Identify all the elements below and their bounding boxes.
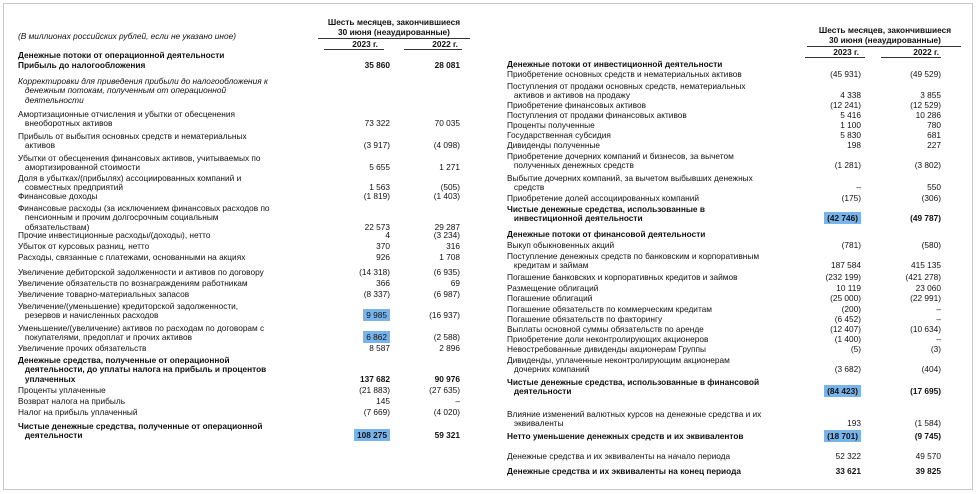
- row-label: Убыток от курсовых разниц, нетто: [18, 241, 150, 251]
- value-2023: (200): [841, 304, 861, 314]
- row-label: Поступление денежных средств по банковским и корпоративным кредитам и займам: [507, 251, 760, 271]
- value-2023: (21 883): [359, 385, 390, 395]
- row-label: Погашение облигаций: [507, 293, 593, 303]
- value-2022: 39 825: [915, 466, 941, 476]
- value-2023: [314, 431, 390, 440]
- value-2023: 52 322: [835, 451, 861, 461]
- value-2022: (12 529): [910, 100, 941, 110]
- row-label: Приобретение дочерних компаний и бизнесов, за вычетом полученных денежных средств: [507, 151, 734, 171]
- row-label: Приобретение финансовых активов: [507, 100, 647, 110]
- row-label: Прибыль от выбытия основных средств и нематериальных активов: [18, 131, 247, 151]
- row-label: Уменьшение/(увеличение) активов по расходам по договорам с покупателями, предоплат и прочих активов: [18, 323, 265, 343]
- value-2023: 22 573: [364, 221, 390, 232]
- value-2022: (9 745): [914, 431, 941, 441]
- value-2023: (1 281): [834, 160, 861, 171]
- row-label: Невостребованные дивиденды акционерам Группы: [507, 344, 706, 354]
- value-2022: –: [936, 304, 941, 314]
- value-2023: (5): [850, 344, 861, 354]
- highlight-box: 9 985: [363, 309, 390, 321]
- value-2023: 145: [376, 396, 390, 406]
- value-2023: [314, 333, 390, 342]
- row-label: Возврат налога на прибыль: [18, 396, 126, 406]
- row-label: Погашение обязательств по коммерческим кредитам: [507, 304, 712, 314]
- year-2022-header: 2022 г.: [432, 39, 458, 49]
- row-label: Проценты уплаченные: [18, 385, 106, 395]
- value-2022: 29 287: [434, 221, 460, 232]
- row-label: Денежные средства, полученные от операционной деятельности, до уплаты налога на прибыль и процентов уплаченных: [18, 355, 267, 384]
- value-2022: –: [936, 334, 941, 344]
- value-2022: (49 787): [910, 213, 941, 224]
- value-2023: 370: [376, 241, 390, 251]
- row-label: Дивиденды, уплаченные неконтролирующим акционерам дочерних компаний: [507, 355, 730, 375]
- value-2022: (4 020): [433, 407, 460, 417]
- period-header-line1: Шесть месяцев, закончившиеся: [818, 25, 952, 35]
- highlight-box: (84 423): [824, 385, 861, 397]
- value-2023: 5 416: [840, 110, 861, 120]
- operating-panel: [18, 4, 468, 484]
- value-2023: –: [856, 182, 861, 193]
- value-2022: 227: [927, 140, 941, 150]
- row-label: Увеличение товарно-материальных запасов: [18, 289, 190, 299]
- row-label: Увеличение/(уменьшение) кредиторской задолженности, резервов и начисленных расходов: [18, 301, 239, 321]
- value-2022: (27 635): [429, 385, 460, 395]
- value-2022: 550: [927, 182, 941, 193]
- year-2023-header: 2023 г.: [833, 47, 859, 57]
- value-2022: (3): [930, 344, 941, 354]
- period-header-line2: 30 июня (неаудированные): [829, 35, 941, 45]
- row-label: Приобретение доли неконтролирующих акционеров: [507, 334, 709, 344]
- row-label: Влияние изменений валютных курсов на денежные средства и их эквиваленты: [507, 409, 762, 429]
- row-label: Увеличение обязательств по вознаграждениям работникам: [18, 278, 248, 288]
- row-label: Налог на прибыль уплаченный: [18, 407, 138, 417]
- value-2023: 137 682: [360, 373, 390, 384]
- row-label: Доля в убытках/(прибылях) ассоциированных компаний и совместных предприятий: [18, 173, 242, 193]
- row-label: Нетто уменьшение денежных средств и их эквивалентов: [507, 431, 744, 441]
- value-2023: [314, 311, 390, 320]
- value-2022: (1 584): [914, 418, 941, 429]
- value-2022: (4 098): [433, 140, 460, 151]
- value-2022: (3 802): [914, 160, 941, 171]
- investing-financing-panel: [507, 4, 962, 484]
- value-2023: 73 322: [364, 118, 390, 129]
- value-2022: (17 695): [910, 386, 941, 397]
- value-2022: (10 634): [910, 324, 941, 334]
- value-2023: (25 000): [830, 293, 861, 303]
- value-2023: (45 931): [830, 69, 861, 79]
- highlight-box: 108 275: [354, 429, 390, 441]
- value-2022: –: [455, 396, 460, 406]
- cash-flow-statement: [3, 3, 973, 490]
- value-2022: 1 708: [439, 252, 460, 262]
- value-2023: (14 318): [359, 267, 390, 277]
- value-2022: 316: [446, 241, 460, 251]
- value-2023: 33 621: [835, 466, 861, 476]
- value-2023: (3 682): [834, 364, 861, 375]
- value-2022: 49 570: [915, 451, 941, 461]
- row-label: Погашение обязательств по факторингу: [507, 314, 663, 324]
- value-2022: 69: [450, 278, 460, 288]
- row-label: Выбытие дочерних компаний, за вычетом выбывших денежных средств: [507, 173, 753, 193]
- year-rule-2023: [324, 49, 384, 50]
- units-note: (В миллионах российских рублей, если не указано иное): [18, 31, 236, 41]
- row-label: Поступления от продажи финансовых активов: [507, 110, 687, 120]
- value-2022: (16 937): [429, 310, 460, 321]
- row-label: Расходы, связанные с платежами, основанными на акциях: [18, 252, 246, 262]
- value-2023: 5 655: [369, 162, 390, 173]
- value-2022: 415 135: [911, 260, 941, 271]
- row-label: Прибыль до налогообложения: [18, 60, 146, 70]
- row-label: Чистые денежные средства, полученные от операционной деятельности: [18, 421, 263, 441]
- row-label: Финансовые доходы: [18, 191, 98, 201]
- value-2023: [793, 432, 861, 441]
- row-label: Выплаты основной суммы обязательств по аренде: [507, 324, 704, 334]
- value-2023: [793, 214, 861, 223]
- year-2023-header: 2023 г.: [352, 39, 378, 49]
- highlight-box: 6 862: [363, 331, 390, 343]
- value-2023: 10 119: [836, 283, 861, 293]
- value-2022: (6 935): [433, 267, 460, 277]
- value-2022: 70 035: [434, 118, 460, 129]
- value-2023: (12 407): [830, 324, 861, 334]
- row-label: Амортизационные отчисления и убытки от обесценения внеоборотных активов: [18, 109, 236, 129]
- year-rule-2023: [805, 57, 865, 58]
- value-2022: (404): [921, 364, 941, 375]
- row-label: Денежные потоки от финансовой деятельности: [507, 229, 706, 239]
- value-2022: 10 286: [915, 110, 941, 120]
- value-2023: 193: [847, 418, 861, 429]
- row-label: Денежные потоки от операционной деятельности: [18, 50, 225, 60]
- value-2022: (2 588): [433, 332, 460, 343]
- value-2022: (22 991): [910, 293, 941, 303]
- value-2023: (8 337): [363, 289, 390, 299]
- value-2022: 3 855: [920, 90, 941, 101]
- value-2023: 1 563: [369, 182, 390, 193]
- year-2022-header: 2022 г.: [913, 47, 939, 57]
- value-2022: 2 896: [439, 343, 460, 353]
- row-label: Прочие инвестиционные расходы/(доходы), нетто: [18, 230, 211, 240]
- value-2023: (12 241): [830, 100, 861, 110]
- value-2023: (1 819): [363, 191, 390, 201]
- value-2023: (1 400): [834, 334, 861, 344]
- value-2023: 366: [376, 278, 390, 288]
- row-label: Убытки от обесценения финансовых активов, учитываемых по амортизированной стоимости: [18, 153, 261, 173]
- period-header-line1: Шесть месяцев, закончившиеся: [327, 17, 461, 27]
- highlight-box: (18 701): [824, 430, 861, 442]
- row-label: Проценты полученные: [507, 120, 595, 130]
- year-rule-2022: [881, 57, 941, 58]
- value-2022: (49 529): [910, 69, 941, 79]
- value-2023: 5 830: [840, 130, 861, 140]
- value-2022: 681: [927, 130, 941, 140]
- row-label: Приобретение долей ассоциированных компаний: [507, 193, 700, 203]
- row-label: Денежные средства и их эквиваленты на начало периода: [507, 451, 731, 461]
- value-2023: 926: [376, 252, 390, 262]
- value-2022: 23 060: [915, 283, 941, 293]
- value-2022: 780: [927, 120, 941, 130]
- value-2023: (175): [841, 193, 861, 203]
- value-2023: (3 917): [363, 140, 390, 151]
- row-label: Чистые денежные средства, использованные в финансовой деятельности: [507, 377, 760, 397]
- value-2022: 1 271: [439, 162, 460, 173]
- row-label: Дивиденды полученные: [507, 140, 601, 150]
- value-2023: 8 587: [369, 343, 390, 353]
- row-label: Чистые денежные средства, использованные в инвестиционной деятельности: [507, 204, 705, 224]
- value-2023: 198: [847, 140, 861, 150]
- value-2022: (505): [440, 182, 460, 193]
- value-2023: (232 199): [825, 272, 861, 282]
- value-2023: (7 669): [363, 407, 390, 417]
- value-2023: 35 860: [364, 60, 390, 70]
- value-2023: 4: [385, 230, 390, 240]
- value-2022: 90 976: [434, 373, 460, 384]
- row-label: Увеличение дебиторской задолженности и активов по договору: [18, 267, 264, 277]
- value-2022: (421 278): [905, 272, 941, 282]
- value-2022: (6 987): [433, 289, 460, 299]
- value-2022: (3 234): [433, 230, 460, 240]
- value-2022: 59 321: [434, 430, 460, 441]
- value-2022: –: [936, 314, 941, 324]
- row-label: Государственная субсидия: [507, 130, 611, 140]
- row-label: Денежные потоки от инвестиционной деятельности: [507, 59, 723, 69]
- value-2022: (580): [921, 240, 941, 250]
- row-label: Выкуп обыкновенных акций: [507, 240, 615, 250]
- value-2022: 28 081: [434, 60, 460, 70]
- row-label: Финансовые расходы (за исключением финансовых расходов по пенсионным и прочим долгосрочным социальным обязательствам): [18, 203, 270, 232]
- highlight-box: (42 746): [824, 212, 861, 224]
- row-label: Денежные средства и их эквиваленты на конец периода: [507, 466, 741, 476]
- value-2023: [793, 387, 861, 396]
- year-rule-2022: [404, 49, 462, 50]
- row-label: Погашение банковских и корпоративных кредитов и займов: [507, 272, 738, 282]
- value-2023: 187 584: [831, 260, 861, 271]
- row-label: Размещение облигаций: [507, 283, 599, 293]
- row-label: Корректировки для приведения прибыли до налогообложения к денежным потокам, полученным от операционной деятельности: [18, 76, 268, 105]
- row-label: Поступления от продажи основных средств, нематериальных активов и активов на продажу: [507, 81, 746, 101]
- row-label: Увеличение прочих обязательств: [18, 343, 147, 353]
- row-label: Приобретение основных средств и нематериальных активов: [507, 69, 742, 79]
- value-2023: (781): [841, 240, 861, 250]
- value-2023: 1 100: [840, 120, 861, 130]
- period-header-line2: 30 июня (неаудированные): [338, 27, 450, 37]
- value-2022: (306): [921, 193, 941, 203]
- value-2023: 4 338: [840, 90, 861, 101]
- value-2023: (6 452): [834, 314, 861, 324]
- value-2022: (1 403): [433, 191, 460, 201]
